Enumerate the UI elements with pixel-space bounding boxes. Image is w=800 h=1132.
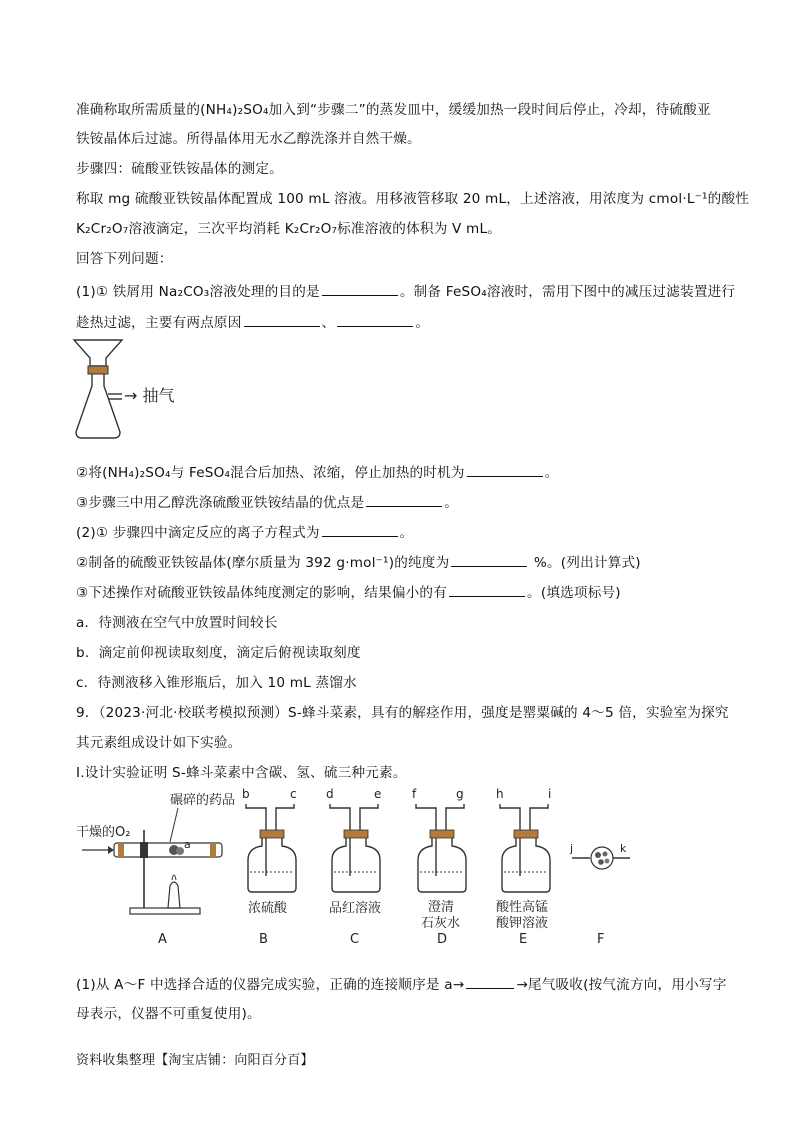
port-e-label: e xyxy=(374,787,382,801)
answer-blank[interactable] xyxy=(449,583,525,597)
apparatus-e-name-line1: 酸性高锰 xyxy=(496,900,549,915)
apparatus-e-letter: E xyxy=(519,932,528,947)
port-k-label: k xyxy=(620,842,627,855)
part-one-heading: I.设计实验证明 S-蜂斗菜素中含碳、氢、硫三种元素。 xyxy=(76,765,407,781)
apparatus-d-name-line2: 石灰水 xyxy=(421,916,461,931)
question-text: 趁热过滤，主要有两点原因 xyxy=(76,315,242,331)
question-text: 。制备 FeSO₄溶液时，需用下图中的减压过滤装置进行 xyxy=(399,284,736,300)
question-1-3 xyxy=(76,493,458,512)
question-2-1 xyxy=(76,523,413,542)
apparatus-d-letter: D xyxy=(437,932,448,947)
port-g-label: g xyxy=(456,787,464,801)
dry-oxygen-label: 干燥的O₂ xyxy=(76,825,131,840)
port-b-label: b xyxy=(242,787,250,801)
question-9-1 xyxy=(76,975,727,994)
answer-blank[interactable] xyxy=(467,463,543,477)
question-1-1 xyxy=(76,282,735,301)
question-text: (2)① 步骤四中滴定反应的离子方程式为 xyxy=(76,525,320,541)
question-text: 。(填选项标号) xyxy=(527,585,621,601)
question-text: 。 xyxy=(399,525,414,541)
question-text: 。 xyxy=(544,465,559,481)
option-c: c．待测液移入锥形瓶后，加入 10 mL 蒸馏水 xyxy=(76,675,357,691)
questions-heading: 回答下列问题： xyxy=(76,251,173,267)
answer-blank[interactable] xyxy=(366,493,442,507)
port-d-label: d xyxy=(326,787,334,801)
text-line: 铁铵晶体后过滤。所得晶体用无水乙醇洗涤并自然干燥。 xyxy=(76,131,421,147)
answer-blank[interactable] xyxy=(322,523,398,537)
option-a: a．待测液在空气中放置时间较长 xyxy=(76,615,278,631)
question-text: (1)从 A～F 中选择合适的仪器完成实验，正确的连接顺序是 a→ xyxy=(76,977,465,993)
question-1-2 xyxy=(76,463,558,482)
port-a-label: a xyxy=(184,838,191,851)
question-9-stem-cont: 其元素组成设计如下实验。 xyxy=(76,735,242,751)
apparatus-c-letter: C xyxy=(350,932,360,947)
apparatus-a-figure xyxy=(74,790,236,920)
question-text: 、 xyxy=(321,315,336,331)
question-1-1-cont xyxy=(76,313,429,332)
port-c-label: c xyxy=(290,787,297,801)
apparatus-a-letter: A xyxy=(158,932,167,947)
apparatus-f-figure xyxy=(566,836,636,876)
question-text: ③下述操作对硫酸亚铁铵晶体纯度测定的影响，结果偏小的有 xyxy=(76,585,448,601)
step-four-heading: 步骤四：硫酸亚铁铵晶体的测定。 xyxy=(76,161,283,177)
apparatus-e-name-line2: 酸钾溶液 xyxy=(496,916,549,931)
question-9-1-cont: 母表示，仪器不可重复使用)。 xyxy=(76,1006,261,1022)
port-j-label: j xyxy=(570,842,574,855)
apparatus-e-figure xyxy=(490,786,560,896)
sample-label: 碾碎的药品 xyxy=(170,793,236,808)
port-i-label: i xyxy=(548,787,552,801)
apparatus-f-letter: F xyxy=(597,932,605,947)
question-text: ③步骤三中用乙醇洗涤硫酸亚铁铵结晶的优点是 xyxy=(76,495,365,511)
question-text: 。 xyxy=(444,495,459,511)
text-line: 称取 mg 硫酸亚铁铵晶体配置成 100 mL 溶液。用移液管移取 20 mL，上述溶液，用浓度为 cmol·L⁻¹的酸性 xyxy=(76,191,750,207)
answer-blank[interactable] xyxy=(466,975,514,989)
text-line: K₂Cr₂O₇溶液滴定，三次平均消耗 K₂Cr₂O₇标准溶液的体积为 V mL。 xyxy=(76,221,502,237)
port-h-label: h xyxy=(496,787,504,801)
port-f-label: f xyxy=(412,787,417,801)
answer-blank[interactable] xyxy=(244,313,320,327)
question-text: 。 xyxy=(415,315,430,331)
question-text: %。(列出计算式) xyxy=(529,555,641,571)
page-footer: 资料收集整理【淘宝店铺：向阳百分百】 xyxy=(76,1053,314,1068)
question-2-2 xyxy=(76,553,641,572)
suction-filter-figure xyxy=(70,336,200,444)
question-2-3 xyxy=(76,583,621,602)
suction-label: → 抽气 xyxy=(124,386,175,405)
answer-blank[interactable] xyxy=(322,282,398,296)
apparatus-b-name: 浓硫酸 xyxy=(248,901,288,916)
option-b: b．滴定前仰视读取刻度，滴定后俯视读取刻度 xyxy=(76,645,361,661)
question-text: →尾气吸收(按气流方向，用小写字 xyxy=(516,977,727,993)
apparatus-c-name: 品红溶液 xyxy=(329,901,382,916)
apparatus-d-name-line1: 澄清 xyxy=(428,900,455,915)
apparatus-b-figure xyxy=(236,786,306,896)
question-text: ②将(NH₄)₂SO₄与 FeSO₄混合后加热、浓缩，停止加热的时机为 xyxy=(76,465,465,481)
question-text: (1)① 铁屑用 Na₂CO₃溶液处理的目的是 xyxy=(76,284,320,300)
question-text: ②制备的硫酸亚铁铵晶体(摩尔质量为 392 g·mol⁻¹)的纯度为 xyxy=(76,555,450,571)
apparatus-d-figure xyxy=(406,786,476,896)
answer-blank[interactable] xyxy=(451,553,527,567)
text-line: 准确称取所需质量的(NH₄)₂SO₄加入到“步骤二”的蒸发皿中，缓缓加热一段时间后停止，冷却，待硫酸亚 xyxy=(76,102,711,118)
answer-blank[interactable] xyxy=(337,313,413,327)
apparatus-c-figure xyxy=(320,786,390,896)
apparatus-b-letter: B xyxy=(259,932,268,947)
question-9-stem: 9．（2023·河北·校联考模拟预测）S-蜂斗菜素，具有的解痉作用，强度是罂粟碱的 4～5 倍，实验室为探究 xyxy=(76,705,729,721)
